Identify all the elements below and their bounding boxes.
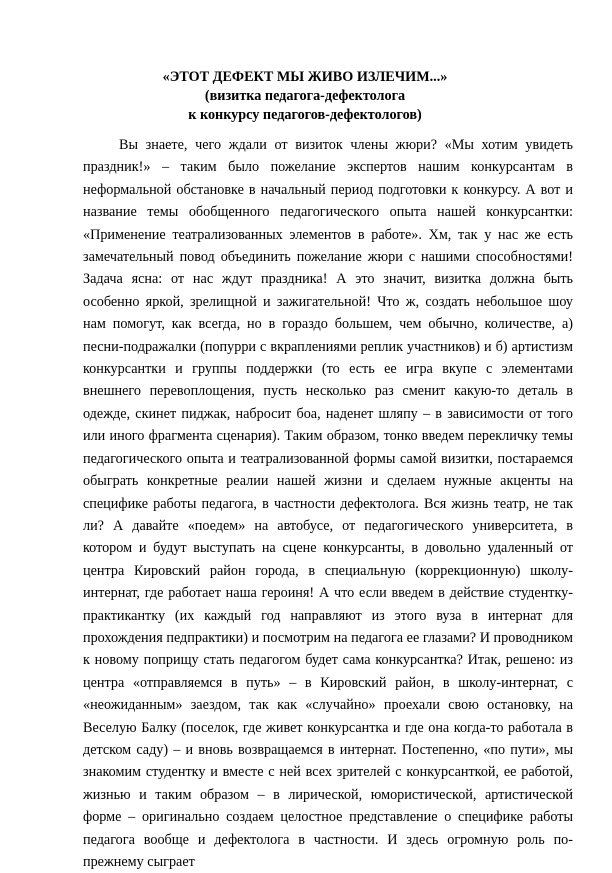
document-subtitle-line-1: (визитка педагога-дефектолога — [204, 88, 406, 104]
body-paragraph: Вы знаете, чего ждали от визиток члены жюри? «Мы хотим увидеть праздник!» – таким было пожелание экспертов нашим конкурсантам в неформальной обстановке в начальный период подготовки к конкурсу. А вот и название темы обобщенного педагогического опыта нашей конкурсантки: «Применение театрализованных элементов в работе». Хм, так у нас же есть замечательный повод объединить пожелание жюри с нашими способностями! Задача ясна: от нас ждут праздника! А это значит, визитка должна быть особенно яркой, зрелищной и зажигательной! Что ж, создать небольшое шоу нам помогут, как всегда, но в гораздо большем, чем обычно, количестве, а) песни-подражалки (попурри с вкраплениями реплик участников) и б) артистизм конкурсантки и группы поддержки (то есть ее игра вкупе с элементами внешнего перевоплощения, пусть несколько раз сменит какую-то деталь в одежде, скинет пиджак, набросит боа, наденет шляпу – в зависимости от того или иного фрагмента сценария). Таким образом, тонко введем перекличку темы педагогического опыта и театрализованной формы самой визитки, постараемся обыграть конкретные реалии нашей жизни и сделаем нужные акценты на специфике работы педагога, в частности дефектолога. Вся жизнь театр, не так ли? А давайте «поедем» на автобусе, от педагогического университета, в котором и будут выступать на сцене конкурсанты, в довольно удаленный от центра Кировский район города, в специальную (коррекционную) школу-интернат, где работает наша героиня! А что если введем в действие студентку-практикантку (их каждый год направляют из этого вуза в интернат для прохождения педпрактики) и посмотрим на педагога ее глазами? И проводником к новому поприщу стать педагогом будет сама конкурсантка? Итак, решено: из центра «отправляемся в путь» – в Кировский район, в школу-интернат, с «неожиданным» заездом, так как «случайно» проехали свою остановку, на Веселую Балку (поселок, где живет конкурсантка и где она когда-то работала в детском саду) – и вновь возвращаемся в интернат. Постепенно, «по пути», мы знакомим студентку и вместе с ней всех зрителей с конкурсанткой, ее работой, жизнью и таким образом – в лирической, юмористической, артистической форме – оригинально создаем целостное представление о специфике работы педагога вообще и дефектолога в частности. И здесь огромную роль по-прежнему сыграет — [83, 137, 573, 870]
title-block — [60, 68, 550, 125]
document-title: «ЭТОТ ДЕФЕКТ МЫ ЖИВО ИЗЛЕЧИМ...» — [162, 69, 448, 85]
document-subtitle-line-2: к конкурсу педагогов-дефектологов) — [188, 107, 422, 123]
